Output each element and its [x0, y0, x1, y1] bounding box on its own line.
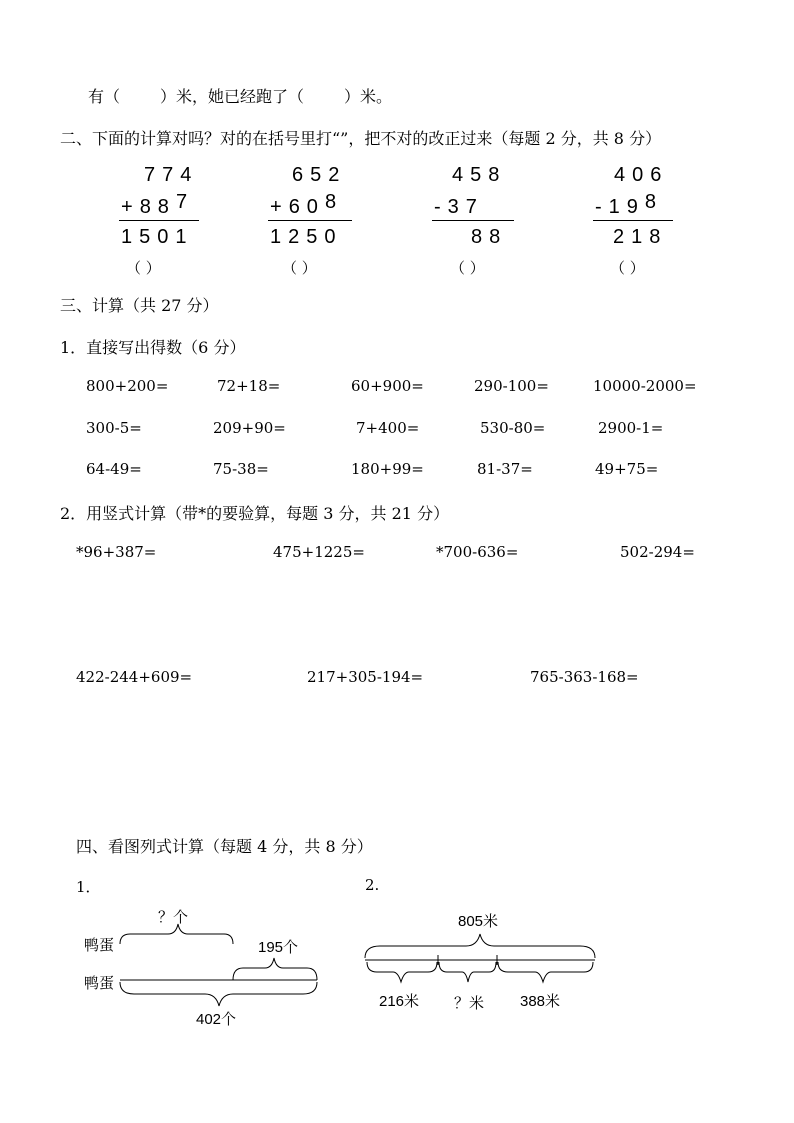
problem-2-b-tail: 8 — [324, 191, 344, 213]
fig1-diff-brace — [233, 958, 317, 980]
q2-r1-c1: *96+387= — [76, 543, 157, 561]
fig2-number: 2. — [365, 876, 380, 894]
section2-title: 二、下面的计算对吗？对的在括号里打“”，把不对的改正过来（每题 2 分，共 8 分） — [60, 129, 662, 148]
problem-3-b: 37 — [447, 196, 484, 218]
problem-2-a: 652 — [292, 164, 347, 186]
top-line-suffix: ）米。 — [344, 87, 393, 106]
q1-r1-c4: 290-100= — [474, 377, 549, 395]
q1-title: 1．直接写出得数（6 分） — [60, 338, 246, 357]
q1-r3-c5: 49+75= — [595, 460, 659, 478]
problem-1-paren[interactable]: （ ） — [126, 259, 161, 277]
problem-1-result: 1501 — [121, 226, 194, 248]
fig2-part-3: 388米 — [520, 993, 561, 1010]
problem-1-a: 774 — [144, 164, 199, 186]
problem-2-op: + — [270, 196, 289, 218]
fig2-brace-2 — [439, 962, 496, 982]
fig1-bottom-brace — [120, 982, 317, 1006]
q1-r3-c1: 64-49= — [86, 460, 142, 478]
q2-r2-c1: 422-244+609= — [76, 668, 193, 686]
fig2-brace-3 — [498, 962, 593, 982]
problem-4-op: - — [595, 196, 609, 218]
q1-r2-c1: 300-5= — [86, 419, 142, 437]
fig1-label-bottom: 鸭蛋 — [84, 974, 115, 992]
problem-4-b-tail: 8 — [644, 191, 664, 213]
problem-2-paren[interactable]: （ ） — [282, 259, 317, 277]
fig1-top-brace — [120, 924, 233, 944]
problem-4-b: 19 — [608, 196, 645, 218]
fig1-number: 1． — [76, 878, 101, 896]
fig1-top-question: ？个 — [158, 908, 189, 926]
problem-3-result: 88 — [471, 226, 508, 248]
q1-r2-c5: 2900-1= — [598, 419, 664, 437]
fig2-part-1: 216米 — [379, 993, 420, 1010]
problem-4-a: 406 — [614, 164, 669, 186]
fig1-total-label: 402个 — [196, 1011, 237, 1028]
problem-1-b: 88 — [139, 196, 176, 218]
top-line-prefix: 有（ — [88, 87, 121, 106]
top-line-mid: ）米，她已经跑了（ — [160, 87, 305, 106]
q1-r1-c2: 72+18= — [217, 377, 281, 395]
q1-r2-c4: 530-80= — [480, 419, 546, 437]
q1-r1-c3: 60+900= — [351, 377, 424, 395]
problem-2-result: 1250 — [270, 226, 343, 248]
section4-title: 四、看图列式计算（每题 4 分，共 8 分） — [76, 837, 373, 856]
q2-r2-c3: 765-363-168= — [530, 668, 639, 686]
q2-r2-c2: 217+305-194= — [307, 668, 424, 686]
q1-r1-c1: 800+200= — [86, 377, 169, 395]
q2-title: 2．用竖式计算（带*的要验算，每题 3 分，共 21 分） — [60, 504, 450, 523]
q1-r2-c2: 209+90= — [213, 419, 286, 437]
q2-r1-c4: 502-294= — [620, 543, 695, 561]
fig2-top-brace — [365, 934, 595, 958]
problem-2-b: 60 — [288, 196, 325, 218]
problem-1-b-tail: 7 — [175, 191, 195, 213]
problem-1-op: + — [121, 196, 140, 218]
q2-r1-c2: 475+1225= — [273, 543, 365, 561]
section3-title: 三、计算（共 27 分） — [60, 296, 219, 315]
problem-3-a: 458 — [452, 164, 507, 186]
q1-r3-c3: 180+99= — [351, 460, 424, 478]
fig2-part-2: ？米 — [454, 994, 485, 1012]
fig2-brace-1 — [367, 962, 437, 982]
q1-r3-c4: 81-37= — [477, 460, 533, 478]
fig1-diff-label: 195个 — [258, 939, 299, 956]
fig1-label-top: 鸭蛋 — [84, 936, 115, 954]
problem-4-result: 218 — [613, 226, 668, 248]
problem-3-op: - — [434, 196, 448, 218]
q1-r1-c5: 10000-2000= — [593, 377, 697, 395]
q2-r1-c3: *700-636= — [436, 543, 519, 561]
problem-3-paren[interactable]: （ ） — [450, 259, 485, 277]
problem-4-paren[interactable]: （ ） — [610, 259, 645, 277]
q1-r2-c3: 7+400= — [356, 419, 420, 437]
fig2-total-label: 805米 — [458, 913, 499, 930]
q1-r3-c2: 75-38= — [213, 460, 269, 478]
